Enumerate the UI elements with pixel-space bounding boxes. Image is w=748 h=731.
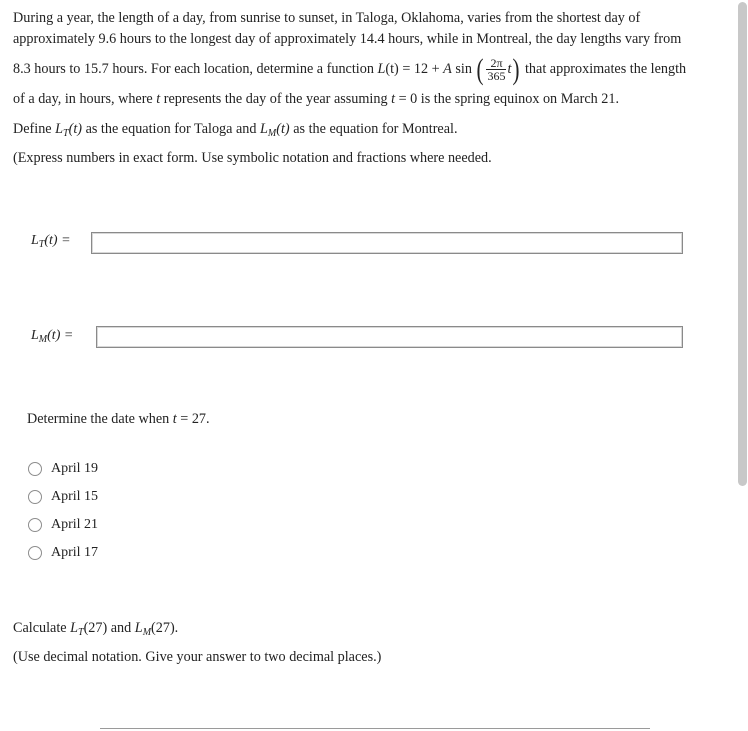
calc-LT-arg: (27) and bbox=[83, 620, 135, 636]
date-prompt-b: = 27. bbox=[176, 411, 210, 427]
sin-text: sin bbox=[451, 61, 476, 77]
taloga-L: L bbox=[31, 233, 39, 248]
line5-a: Define bbox=[13, 121, 56, 137]
fraction bbox=[486, 57, 506, 82]
problem-instruction: (Express numbers in exact form. Use symbolic notation and fractions where needed. bbox=[13, 150, 492, 166]
scrollbar-thumb[interactable] bbox=[738, 2, 747, 486]
line5-marg: (t) bbox=[276, 121, 290, 137]
calc-T-sub: T bbox=[78, 627, 84, 638]
line5-b: as the equation for Taloga and bbox=[82, 121, 261, 137]
date-prompt-a: Determine the date when bbox=[27, 411, 173, 427]
scrollbar[interactable] bbox=[736, 0, 748, 731]
calc-LM-arg: (27). bbox=[151, 620, 179, 636]
line5-targ: (t) bbox=[68, 121, 83, 137]
right-paren: ) bbox=[512, 52, 520, 86]
line4-c: = 0 is the spring equinox on March 21. bbox=[395, 91, 620, 107]
radio-button[interactable] bbox=[28, 546, 42, 560]
problem-line-5 bbox=[13, 119, 723, 141]
function-name: L bbox=[377, 61, 386, 77]
taloga-sub: T bbox=[38, 239, 45, 250]
fraction-t: t bbox=[507, 61, 512, 77]
option-label: April 17 bbox=[51, 545, 99, 560]
option-april-19[interactable] bbox=[28, 459, 98, 479]
montreal-answer-input[interactable] bbox=[96, 326, 683, 348]
option-april-21[interactable] bbox=[28, 515, 98, 535]
line5-LM: L bbox=[260, 121, 268, 137]
taloga-rest: (t) = bbox=[44, 233, 71, 248]
option-label: April 15 bbox=[51, 489, 99, 504]
problem-line-3 bbox=[13, 54, 723, 84]
problem-line-3-post: that approximates the length bbox=[521, 61, 687, 77]
montreal-sub: M bbox=[38, 334, 48, 345]
function-eq: = 12 + bbox=[398, 61, 444, 77]
line5-c: as the equation for Montreal. bbox=[289, 121, 458, 137]
option-april-15[interactable] bbox=[28, 487, 98, 507]
line4-a: of a day, in hours, where bbox=[13, 91, 157, 107]
problem-line-4 bbox=[13, 89, 723, 109]
date-question-prompt bbox=[27, 409, 737, 429]
line4-b: represents the day of the year assuming bbox=[160, 91, 392, 107]
line5-M-sub: M bbox=[267, 128, 277, 139]
taloga-answer-label bbox=[31, 233, 71, 249]
radio-button[interactable] bbox=[28, 518, 42, 532]
date-prompt-t: t bbox=[172, 411, 177, 427]
calc-question-prompt bbox=[13, 618, 723, 640]
montreal-rest: (t) = bbox=[47, 328, 74, 343]
calc-answer-field[interactable] bbox=[100, 728, 650, 729]
calc-question-note: (Use decimal notation. Give your answer to two decimal places.) bbox=[13, 649, 382, 665]
calc-a: Calculate bbox=[13, 620, 71, 636]
option-label: April 21 bbox=[51, 517, 99, 532]
montreal-answer-label bbox=[31, 328, 73, 344]
radio-button[interactable] bbox=[28, 462, 42, 476]
problem-line-2: approximately 9.6 hours to the longest day of approximately 14.4 hours, while in Montreal, the day lengths vary from bbox=[13, 31, 682, 47]
line4-t: t bbox=[156, 91, 161, 107]
line4-t2: t bbox=[391, 91, 396, 107]
fraction-denominator: 365 bbox=[487, 69, 506, 84]
amplitude-symbol: A bbox=[443, 61, 452, 77]
taloga-answer-input[interactable] bbox=[91, 232, 683, 254]
line5-T-sub: T bbox=[63, 128, 69, 139]
line5-LT: L bbox=[55, 121, 64, 137]
montreal-L: L bbox=[31, 328, 39, 343]
calc-M-sub: M bbox=[142, 627, 152, 638]
problem-line-3-pre: 8.3 hours to 15.7 hours. For each location, determine a function bbox=[13, 61, 378, 77]
radio-button[interactable] bbox=[28, 490, 42, 504]
function-arg: (t) bbox=[385, 61, 399, 77]
option-april-17[interactable] bbox=[28, 543, 98, 563]
calc-LT: L bbox=[70, 620, 79, 636]
problem-line-1: During a year, the length of a day, from sunrise to sunset, in Taloga, Oklahoma, varies from the shortest day of bbox=[13, 10, 641, 26]
option-label: April 19 bbox=[51, 461, 99, 476]
left-paren: ( bbox=[476, 52, 484, 86]
calc-LM: L bbox=[134, 620, 143, 636]
fraction-numerator: 2π bbox=[486, 57, 506, 70]
